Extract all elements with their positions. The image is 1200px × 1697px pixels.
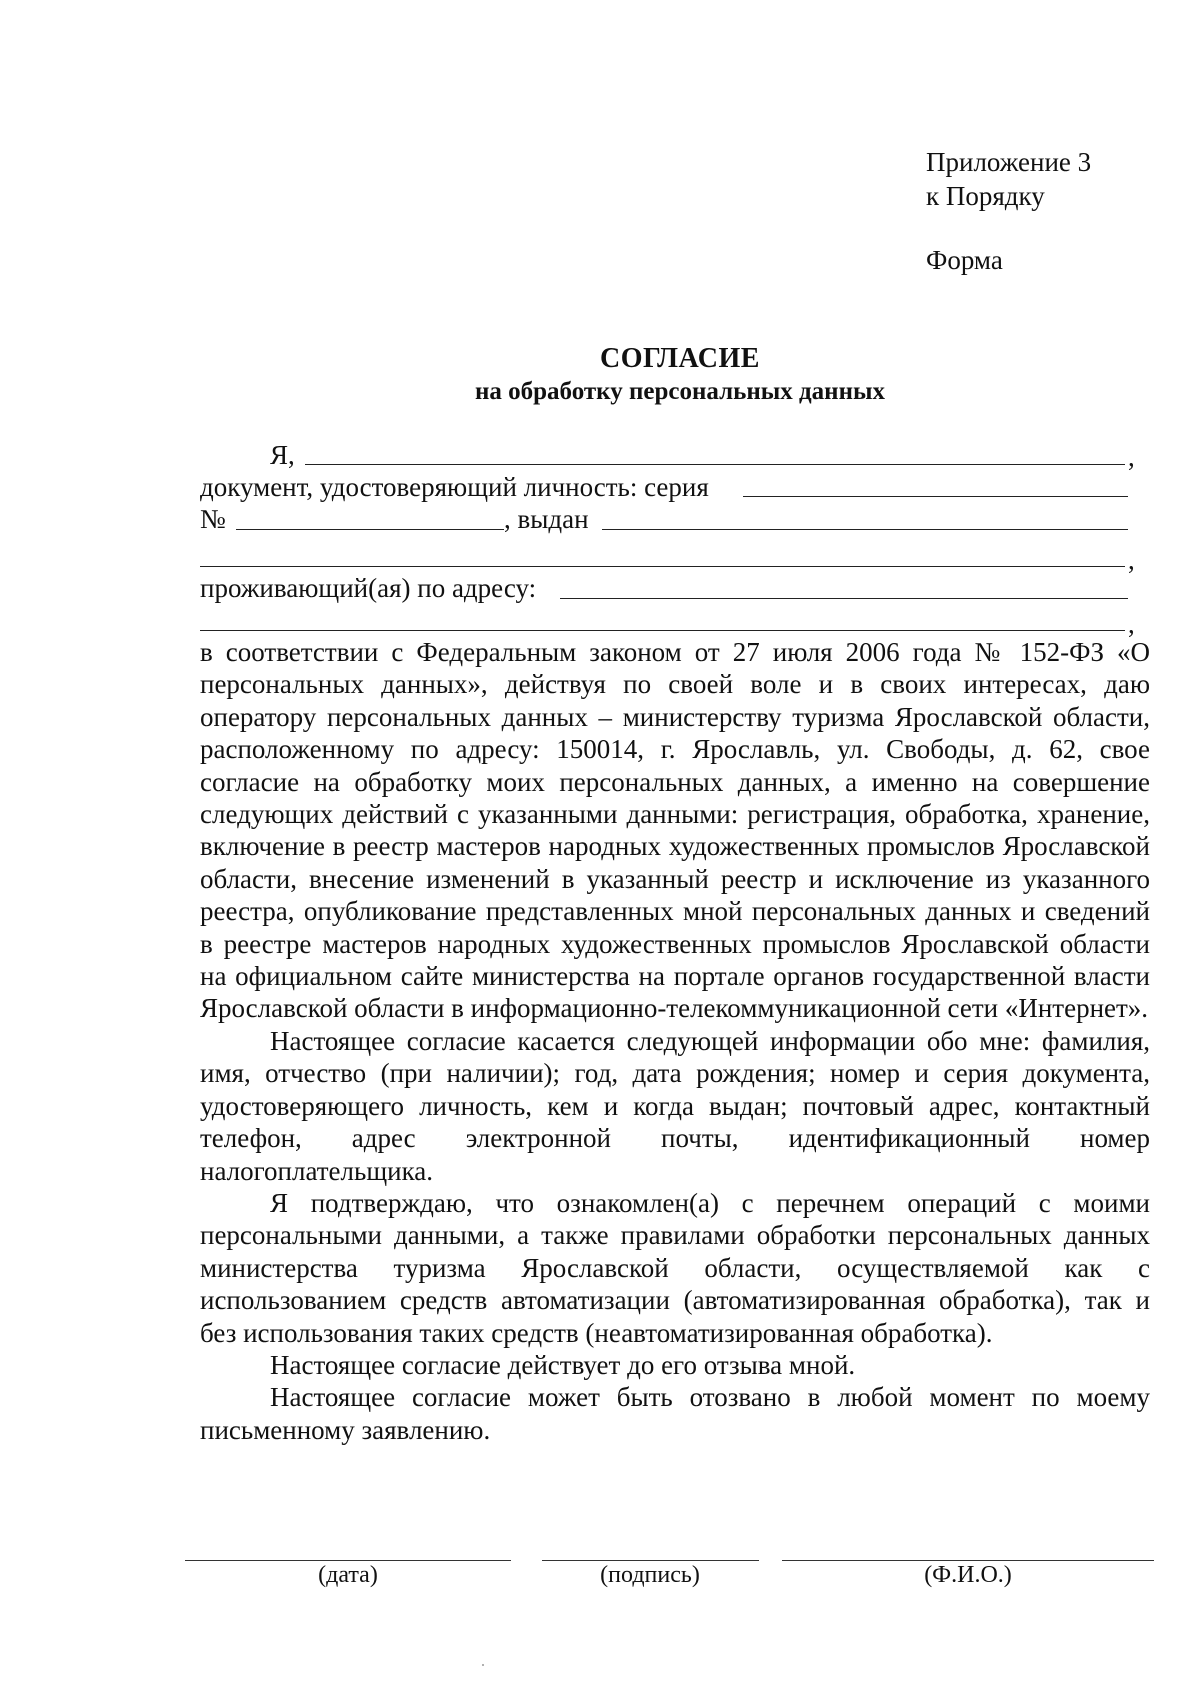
address-field[interactable] [560, 598, 1128, 599]
address-continuation-field[interactable] [200, 630, 1125, 631]
signature-caption: (подпись) [600, 1562, 700, 1588]
comma-3: , [1128, 609, 1135, 639]
document-number-field[interactable] [236, 529, 504, 530]
document-series-field[interactable] [743, 496, 1128, 497]
comma-2: , [1128, 545, 1135, 575]
issued-label: , выдан [504, 504, 589, 534]
appendix-reference: к Порядку [926, 181, 1045, 211]
paragraph-legal-basis: в соответствии с Федеральным законом от 27 июля 2006 года № 152-ФЗ «О персональных данных», действуя по своей воле и в своих интересах, даю оператору персональных данных – министерству туризма Ярославской области, расположенному по адресу: 150014, г. Ярославль, ул. Свободы, д. 62, свое согласие на обработку моих персональных данных, а именно на совершение следующих действий с указанными данными: регистрация, обработка, хранение, включение в реестр мастеров народных художественных промыслов Ярославской области, внесение изменений в указанный реестр и исключение из указанного реестра, опубликование представленных мной персональных данных и сведений в реестре мастеров народных художественных промыслов Ярославской области на официальном сайте министерства на портале органов государственной власти Ярославской области в информационно-телекоммуникационной сети «Интернет». [200, 637, 1150, 1024]
form-label: Форма [926, 245, 1003, 275]
full-name-field[interactable] [305, 464, 1125, 465]
full-name-signature-field[interactable] [782, 1560, 1154, 1561]
document-label: документ, удостоверяющий личность: серия [200, 472, 709, 502]
consent-body [200, 636, 1150, 1446]
issued-by-field[interactable] [602, 529, 1128, 530]
paragraph-acknowledgement: Я подтверждаю, что ознакомлен(а) с перечнем операций с моими персональными данными, а также правилами обработки персональных данных министерства туризма Ярославской области, осуществляемой как с использованием средств автоматизации (автоматизированная обработка), так и без использования таких средств (неавтоматизированная обработка). [200, 1187, 1150, 1348]
date-caption: (дата) [318, 1562, 378, 1588]
paragraph-revocation: Настоящее согласие может быть отозвано в любой момент по моему письменному заявлению. [200, 1382, 1150, 1445]
paragraph-information-scope: Настоящее согласие касается следующей информации обо мне: фамилия, имя, отчество (при наличии); год, дата рождения; номер и серия документа, удостоверяющего личность, кем и когда выдан; почтовый адрес, контактный телефон, адрес электронной почты, идентификационный номер налогоплательщика. [200, 1025, 1150, 1186]
number-label: № [200, 504, 226, 534]
appendix-block [926, 145, 1091, 277]
address-label: проживающий(ая) по адресу: [200, 573, 537, 603]
i-label: Я, [270, 440, 295, 470]
comma-1: , [1128, 442, 1135, 472]
appendix-number: Приложение 3 [926, 147, 1092, 177]
name-caption: (Ф.И.О.) [924, 1562, 1012, 1588]
paragraph-validity: Настоящее согласие действует до его отзыва мной. [270, 1349, 856, 1380]
document-subtitle: на обработку персональных данных [475, 378, 885, 405]
scan-speck [482, 1664, 484, 1666]
signature-field[interactable] [542, 1560, 759, 1561]
issued-by-continuation-field[interactable] [200, 566, 1125, 567]
date-field[interactable] [185, 1560, 511, 1561]
document-title: СОГЛАСИЕ [600, 343, 760, 374]
